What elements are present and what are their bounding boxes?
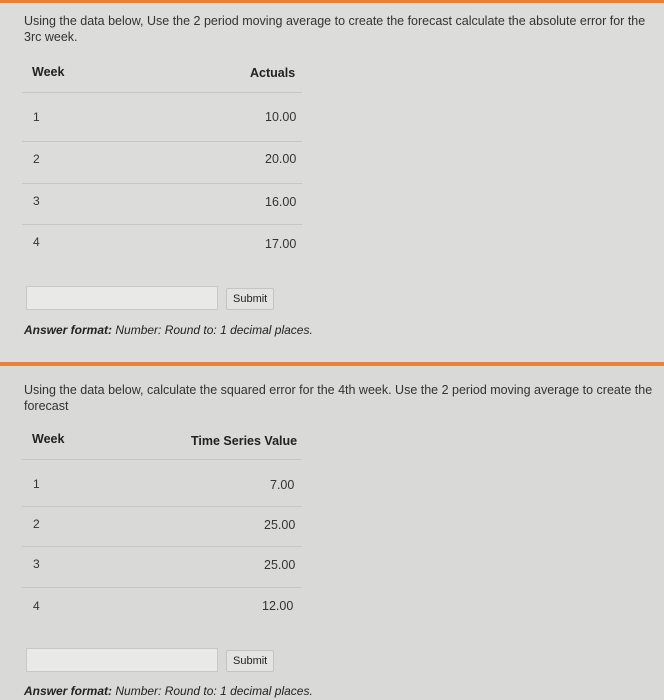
table-cell-week: 4: [33, 235, 40, 249]
table-cell-value: 20.00: [265, 152, 297, 166]
table-cell-week: 1: [33, 477, 40, 491]
table-divider: [22, 587, 302, 588]
submit-button[interactable]: Submit: [226, 650, 274, 672]
table-divider: [22, 546, 302, 547]
column-header-week: Week: [32, 65, 65, 79]
table-cell-week: 2: [33, 152, 40, 166]
table-cell-week: 2: [33, 517, 40, 531]
answer-input[interactable]: [26, 286, 218, 310]
column-header-week: Week: [32, 432, 65, 446]
table-divider: [22, 459, 302, 460]
table-divider: [22, 183, 302, 184]
question-text: Using the data below, calculate the squared error for the 4th week. Use the 2 period moving average to create the forecast: [24, 383, 653, 413]
answer-input[interactable]: [26, 648, 218, 672]
table-cell-week: 3: [33, 194, 40, 208]
question-text: Using the data below, Use the 2 period moving average to create the forecast calculate the absolute error for the 3rc week.: [24, 14, 646, 44]
answer-format-text: Number: Round to: 1 decimal places.: [115, 323, 313, 337]
table-cell-value: 7.00: [270, 478, 295, 492]
table-cell-value: 10.00: [265, 110, 297, 124]
answer-format-label: Answer format:: [24, 323, 113, 337]
table-divider: [22, 92, 302, 93]
table-divider: [22, 141, 302, 142]
answer-format-label: Answer format:: [24, 684, 113, 698]
answer-format-text: Number: Round to: 1 decimal places.: [115, 684, 313, 698]
table-cell-week: 4: [33, 599, 40, 613]
table-cell-value: 25.00: [264, 558, 296, 572]
submit-button[interactable]: Submit: [226, 288, 274, 310]
table-divider: [22, 506, 302, 507]
table-cell-week: 1: [33, 110, 40, 124]
question-panel-2: [0, 362, 664, 700]
table-cell-week: 3: [33, 557, 40, 571]
table-cell-value: 17.00: [265, 237, 297, 251]
table-cell-value: 12.00: [262, 599, 294, 613]
answer-format: [24, 323, 313, 337]
table-divider: [22, 224, 302, 225]
table-cell-value: 16.00: [265, 195, 297, 209]
table-cell-value: 25.00: [264, 518, 296, 532]
column-header-actuals: Actuals: [250, 66, 296, 80]
column-header-time-series-value: Time Series Value: [191, 434, 298, 448]
answer-format: [24, 684, 313, 698]
